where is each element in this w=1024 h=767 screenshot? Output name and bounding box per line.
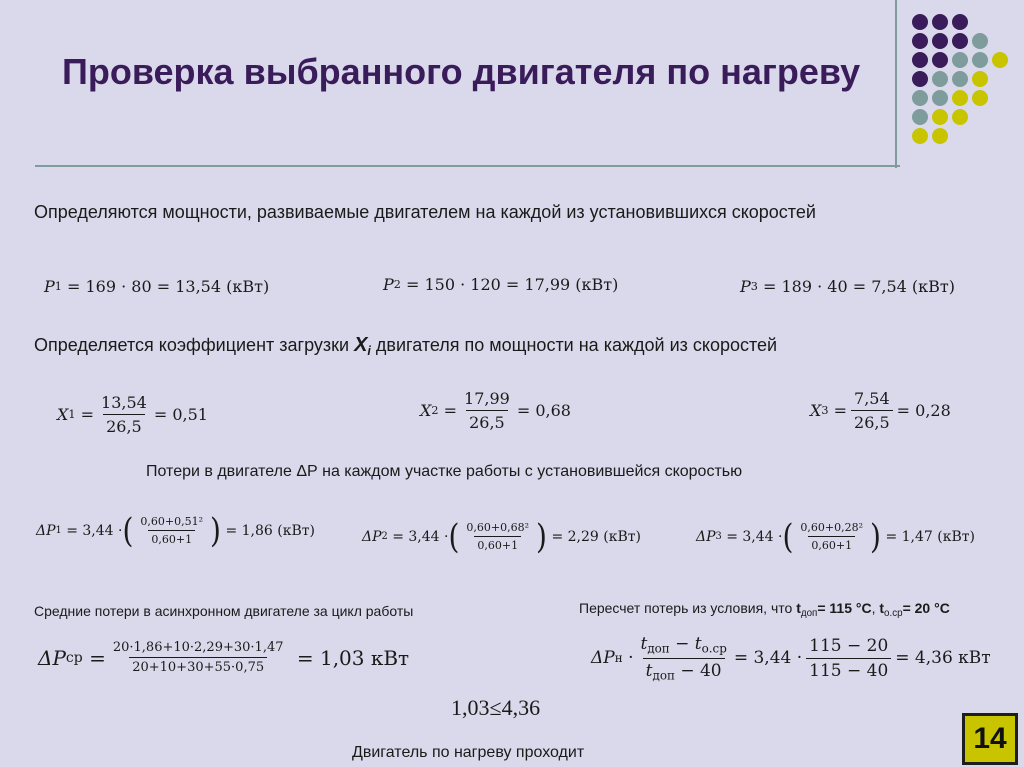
dot bbox=[932, 33, 948, 49]
numerator: 7,54 bbox=[854, 389, 890, 408]
dot bbox=[972, 33, 988, 49]
fraction bbox=[463, 521, 532, 552]
formula-dp-avg bbox=[38, 640, 409, 675]
formula-eq: = bbox=[89, 645, 106, 670]
formula-var: ΔP bbox=[362, 528, 382, 545]
t-sub: доп bbox=[652, 668, 675, 683]
formula-var: ΔP bbox=[38, 645, 66, 670]
formula-expr: = 189 · 40 = 7,54 (кВт) bbox=[762, 277, 956, 296]
formula-dp-n bbox=[591, 634, 991, 682]
denominator: 26,5 bbox=[103, 414, 145, 436]
t-sub: доп bbox=[647, 641, 670, 656]
section2-text bbox=[34, 334, 777, 358]
dot bbox=[972, 90, 988, 106]
comparison: 1,03≤4,36 bbox=[451, 695, 541, 720]
formula-result: = 0,68 bbox=[516, 401, 571, 420]
denominator: 20+10+30+55·0,75 bbox=[129, 657, 267, 675]
formula-result: = 4,36 кВт bbox=[895, 648, 991, 669]
symbol-x-sub: i bbox=[367, 343, 371, 358]
t-dop-symbol: t bbox=[796, 600, 801, 616]
numerator: 20·1,86+10·2,29+30·1,47 bbox=[112, 640, 284, 655]
formula-var: P bbox=[44, 277, 55, 296]
formula-sub: 3 bbox=[821, 404, 829, 417]
section2-text-before: Определяется коэффициент загрузки bbox=[34, 335, 355, 355]
formula-dp1: ΔP 1 = 3,44 · ( $\frac{\text{0,60+0,51²}}{0,60+1}$ ) = 1,86 (кВт) bbox=[36, 510, 315, 550]
numerator: 0,60+0,28² bbox=[800, 521, 864, 534]
fraction bbox=[110, 640, 287, 675]
t-minus: − t bbox=[675, 634, 702, 654]
numerator: 17,99 bbox=[464, 389, 510, 408]
formula-result: = 2,29 (кВт) bbox=[551, 528, 641, 545]
dot bbox=[912, 52, 928, 68]
numerator: 13,54 bbox=[101, 393, 147, 412]
fraction-temp bbox=[637, 634, 729, 682]
section5-text bbox=[579, 600, 950, 619]
denominator: 26,5 bbox=[851, 410, 893, 432]
t-symbol: t bbox=[640, 634, 648, 654]
formula-dot: · bbox=[628, 648, 634, 669]
dot bbox=[932, 128, 948, 144]
formula-coef: = 3,44 · bbox=[726, 528, 783, 545]
formula-sub: 3 bbox=[715, 531, 722, 542]
dot bbox=[972, 52, 988, 68]
formula-expr: = 169 · 80 = 13,54 (кВт) bbox=[66, 277, 270, 296]
formula-var: X bbox=[810, 401, 822, 420]
dot bbox=[952, 14, 968, 30]
separator: , bbox=[871, 600, 880, 616]
t-osr-value: = 20 °С bbox=[902, 600, 950, 616]
formula-x1: X 1 = $\frac{13,54}{26,5}$ = 0,51 bbox=[57, 393, 208, 436]
dot bbox=[992, 52, 1008, 68]
t-sub: о.ср bbox=[701, 641, 727, 656]
formula-var: P bbox=[740, 277, 751, 296]
t-osr-symbol: t bbox=[879, 600, 885, 616]
dot bbox=[932, 109, 948, 125]
fraction bbox=[797, 521, 866, 552]
t-dop-value: = 115 °С bbox=[817, 600, 872, 616]
page-number-badge: 14 bbox=[962, 713, 1018, 765]
dot bbox=[912, 109, 928, 125]
formula-mid: = 3,44 · bbox=[733, 648, 803, 669]
formula-p2 bbox=[383, 275, 618, 294]
section4-text: Средние потери в асинхронном двигателе за цикл работы bbox=[34, 603, 414, 619]
dot bbox=[932, 14, 948, 30]
fraction bbox=[137, 515, 206, 546]
formula-sub: ср bbox=[65, 649, 83, 666]
numerator: 115 − 20 bbox=[809, 635, 889, 656]
dot bbox=[932, 52, 948, 68]
formula-var: X bbox=[57, 405, 69, 424]
numerator: 0,60+0,68² bbox=[466, 521, 530, 534]
den-rest: − 40 bbox=[680, 660, 722, 681]
dot bbox=[912, 71, 928, 87]
denominator: 115 − 40 bbox=[806, 658, 891, 681]
numerator: 0,60+0,51² bbox=[140, 515, 204, 528]
horizontal-divider bbox=[35, 165, 900, 167]
formula-result: = 1,86 (кВт) bbox=[225, 522, 315, 539]
formula-sub: 2 bbox=[431, 404, 439, 417]
formula-sub: 1 bbox=[55, 525, 62, 536]
formula-var: ΔP bbox=[696, 528, 716, 545]
denominator: 0,60+1 bbox=[808, 536, 855, 552]
t-symbol: t bbox=[645, 660, 653, 681]
dot bbox=[952, 90, 968, 106]
formula-dp2: ΔP 2 = 3,44 · ( $\frac{\text{0,60+0,68²}}{0,60+1}$ ) = 2,29 (кВт) bbox=[362, 516, 641, 556]
formula-sub: 1 bbox=[68, 408, 76, 421]
formula-p3 bbox=[740, 277, 955, 296]
formula-var: ΔP bbox=[591, 648, 615, 669]
denominator: 0,60+1 bbox=[148, 530, 195, 546]
dot bbox=[912, 14, 928, 30]
formula-sub: 2 bbox=[381, 531, 388, 542]
fraction bbox=[98, 393, 150, 436]
denominator bbox=[643, 658, 725, 683]
numerator bbox=[637, 634, 729, 658]
formula-var: ΔP bbox=[36, 522, 56, 539]
dot bbox=[912, 90, 928, 106]
dot bbox=[912, 33, 928, 49]
formula-result: = 0,28 bbox=[896, 401, 951, 420]
formula-result: = 0,51 bbox=[153, 405, 208, 424]
formula-p1 bbox=[44, 277, 269, 296]
symbol-x: X bbox=[354, 334, 368, 356]
formula-sub: 3 bbox=[750, 280, 758, 293]
dot bbox=[952, 33, 968, 49]
formula-expr: = 150 · 120 = 17,99 (кВт) bbox=[405, 275, 619, 294]
dot bbox=[972, 71, 988, 87]
vertical-divider bbox=[895, 0, 897, 168]
formula-sub: 1 bbox=[54, 280, 62, 293]
t-dop-sub: доп bbox=[800, 607, 818, 619]
dot bbox=[932, 71, 948, 87]
page-title: Проверка выбранного двигателя по нагреву bbox=[62, 51, 861, 92]
dot bbox=[912, 128, 928, 144]
t-osr-sub: о.ср bbox=[884, 607, 903, 619]
denominator: 26,5 bbox=[466, 410, 508, 432]
dot bbox=[952, 71, 968, 87]
section5-text-prefix: Пересчет потерь из условия, что bbox=[579, 600, 797, 616]
dot bbox=[952, 52, 968, 68]
formula-result: = 1,03 кВт bbox=[296, 645, 410, 670]
formula-sub: н bbox=[614, 651, 623, 666]
section1-text: Определяются мощности, развиваемые двигателем на каждой из установившихся скоростей bbox=[34, 202, 816, 222]
formula-coef: = 3,44 · bbox=[66, 522, 123, 539]
section2-text-after: двигателя по мощности на каждой из скоростей bbox=[370, 335, 778, 355]
conclusion: Двигатель по нагреву проходит bbox=[352, 744, 585, 761]
formula-coef: = 3,44 · bbox=[392, 528, 449, 545]
dot bbox=[932, 90, 948, 106]
formula-var: X bbox=[420, 401, 432, 420]
fraction-values bbox=[806, 636, 891, 681]
formula-dp3: ΔP 3 = 3,44 · ( $\frac{\text{0,60+0,28²}}{0,60+1}$ ) = 1,47 (кВт) bbox=[696, 516, 975, 556]
formula-x3: X 3 = $\frac{7,54}{26,5}$ = 0,28 bbox=[810, 389, 951, 432]
denominator: 0,60+1 bbox=[474, 536, 521, 552]
dot bbox=[952, 109, 968, 125]
fraction bbox=[851, 389, 893, 432]
fraction bbox=[461, 389, 513, 432]
formula-x2: X 2 = $\frac{17,99}{26,5}$ = 0,68 bbox=[420, 389, 571, 432]
formula-var: P bbox=[383, 275, 394, 294]
section3-text: Потери в двигателе ΔР на каждом участке работы с установившейся скоростью bbox=[146, 463, 743, 480]
formula-sub: 2 bbox=[393, 278, 401, 291]
formula-result: = 1,47 (кВт) bbox=[885, 528, 975, 545]
